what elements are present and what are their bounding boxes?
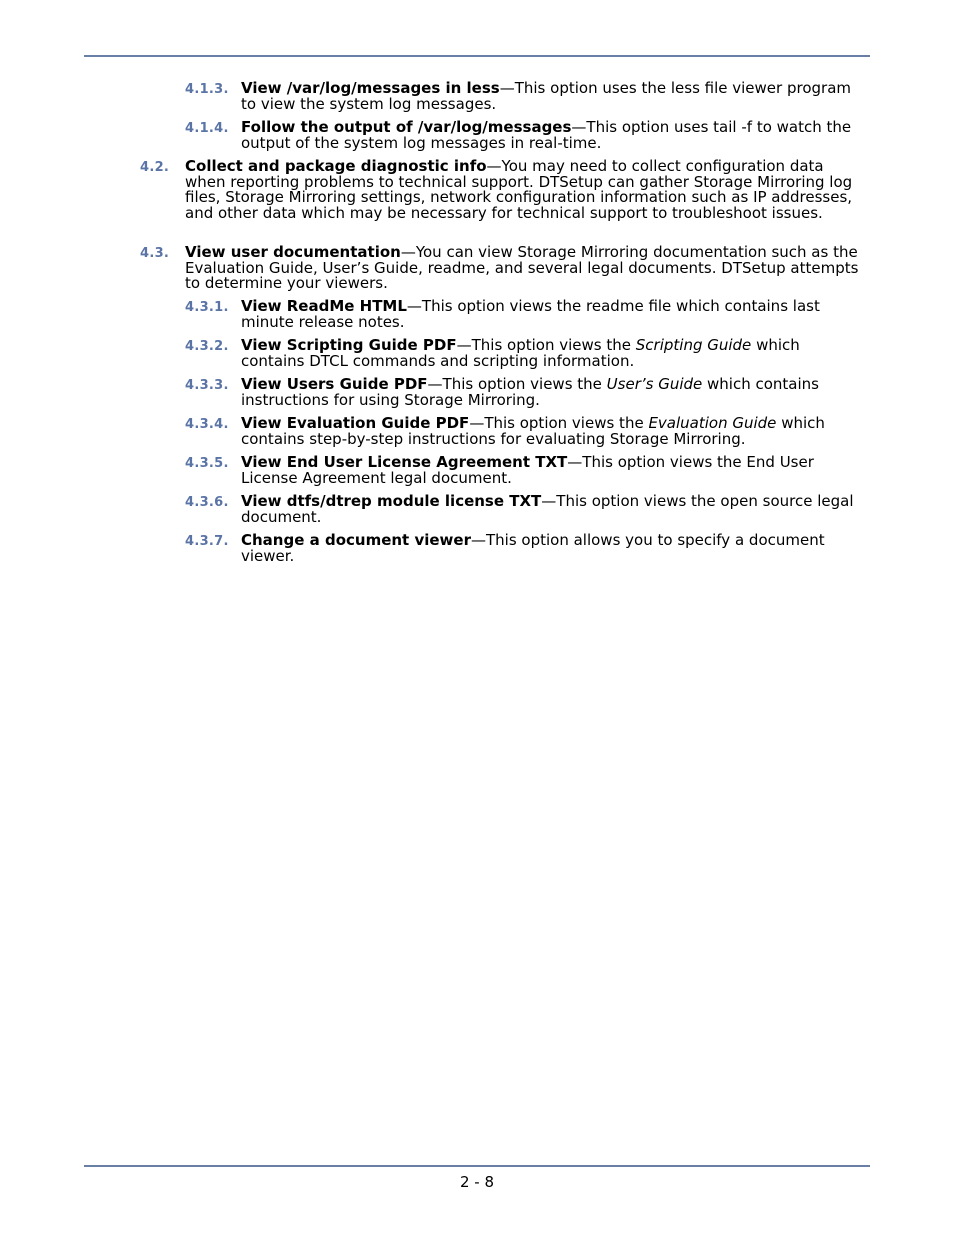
item-text: Follow the output of /var/log/messages—This option uses tail -f to watch the output of the system log messages in real-time.	[241, 118, 852, 152]
item-title: View /var/log/messages in less	[241, 79, 500, 97]
item-text: View End User License Agreement TXT—This option views the End User License Agreement legal document.	[241, 453, 814, 487]
item-number: 4.3.	[140, 246, 170, 261]
document-name: Evaluation Guide	[648, 414, 777, 432]
item-title: View Scripting Guide PDF	[241, 336, 457, 354]
item-text: Collect and package diagnostic info—You may need to collect configuration data when reporting problems to technical support. DTSetup can gather Storage Mirroring log files, Storage Mirroring settings, network configuration information such as IP addresses, and other data which may be necessary for technical support to troubleshoot issues.	[185, 157, 853, 222]
item-number: 4.1.3.	[185, 82, 229, 97]
item-title: View ReadMe HTML	[241, 297, 407, 315]
item-number: 4.1.4.	[185, 121, 229, 136]
item-text: View /var/log/messages in less—This option uses the less file viewer program to view the system log messages.	[241, 79, 851, 113]
item-title: View Evaluation Guide PDF	[241, 414, 470, 432]
item-text: View Evaluation Guide PDF—This option views the Evaluation Guide which contains step-by-step instructions for evaluating Storage Mirroring.	[241, 414, 825, 448]
item-text: View dtfs/dtrep module license TXT—This option views the open source legal document.	[241, 492, 854, 526]
item-text: View user documentation—You can view Storage Mirroring documentation such as the Evaluation Guide, User’s Guide, readme, and several legal documents. DTSetup attempts to determine your viewers.	[185, 243, 859, 292]
item-text: Change a document viewer—This option allows you to specify a document viewer.	[241, 531, 825, 565]
item-text: View ReadMe HTML—This option views the readme file which contains last minute release notes.	[241, 297, 820, 331]
footer-rule	[84, 1165, 870, 1167]
item-title: View dtfs/dtrep module license TXT	[241, 492, 542, 510]
item-text: View Scripting Guide PDF—This option views the Scripting Guide which contains DTCL commands and scripting information.	[241, 336, 800, 370]
item-title: View user documentation	[185, 243, 401, 261]
header-rule	[84, 55, 870, 57]
document-name: Scripting Guide	[635, 336, 752, 354]
item-number: 4.2.	[140, 160, 170, 175]
item-number: 4.3.2.	[185, 339, 229, 354]
item-number: 4.3.6.	[185, 495, 229, 510]
item-number: 4.3.1.	[185, 300, 229, 315]
item-number: 4.3.7.	[185, 534, 229, 549]
item-number: 4.3.5.	[185, 456, 229, 471]
item-text: View Users Guide PDF—This option views the User’s Guide which contains instructions for using Storage Mirroring.	[241, 375, 819, 409]
item-title: Collect and package diagnostic info	[185, 157, 487, 175]
item-number: 4.3.4.	[185, 417, 229, 432]
document-name: User’s Guide	[606, 375, 703, 393]
item-title: Follow the output of /var/log/messages	[241, 118, 572, 136]
page-number: 2 - 8	[459, 1173, 495, 1191]
item-title: Change a document viewer	[241, 531, 471, 549]
item-title: View End User License Agreement TXT	[241, 453, 568, 471]
item-number: 4.3.3.	[185, 378, 229, 393]
item-title: View Users Guide PDF	[241, 375, 428, 393]
